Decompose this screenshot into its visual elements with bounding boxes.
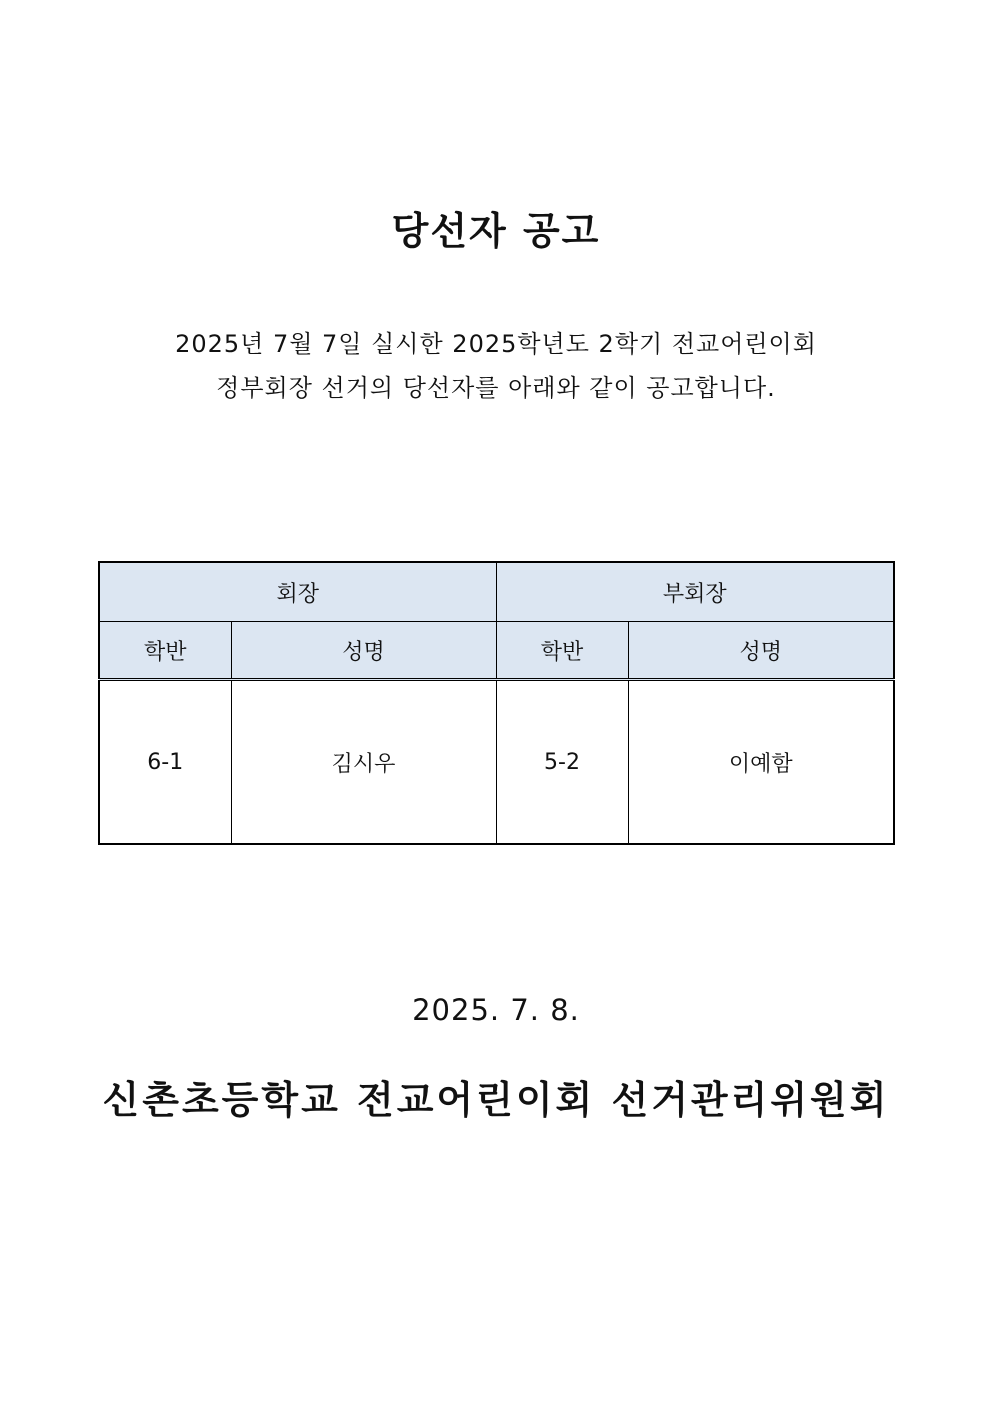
president-class-cell: 6-1 [99,680,231,845]
announcement-text [0,322,992,410]
announcement-date: 2025. 7. 8. [412,993,580,1027]
header-president-name: 성명 [231,622,496,680]
announcement-line-2: 정부회장 선거의 당선자를 아래와 같이 공고합니다. [216,374,776,402]
winners-table [98,561,895,845]
header-vice-president: 부회장 [496,562,894,622]
table-column-header-row [99,622,894,680]
vice-name-cell: 이예함 [628,680,894,845]
issuing-organization: 신촌초등학교 전교어린이회 선거관리위원회 [102,1078,890,1122]
vice-class-cell: 5-2 [496,680,628,845]
header-president-class: 학반 [99,622,231,680]
announcement-line-1: 2025년 7월 7일 실시한 2025학년도 2학기 전교어린이회 [175,330,817,358]
header-vice-class: 학반 [496,622,628,680]
table-group-header-row [99,562,894,622]
header-president: 회장 [99,562,496,622]
page-title: 당선자 공고 [391,209,601,253]
header-vice-name: 성명 [628,622,894,680]
table-row [99,680,894,845]
president-name-cell: 김시우 [231,680,496,845]
